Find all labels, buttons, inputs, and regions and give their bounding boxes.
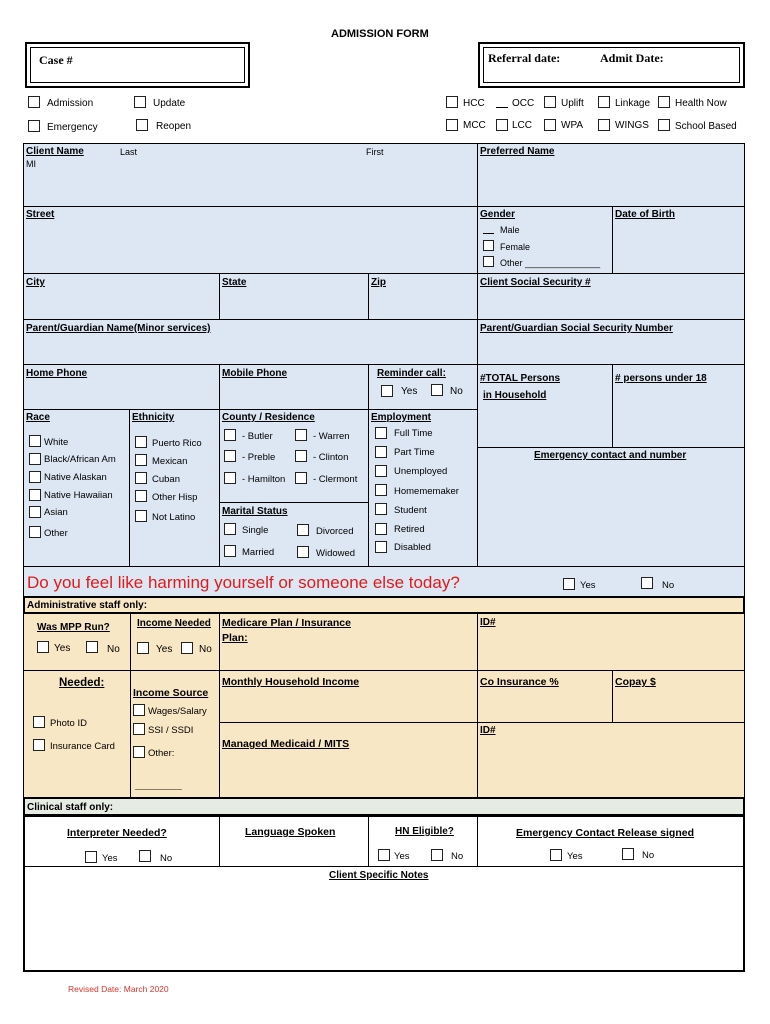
co-insurance-field[interactable] xyxy=(477,670,613,723)
hamilton-checkbox[interactable] xyxy=(224,472,236,484)
guardian-ssn-label: Parent/Guardian Social Security Number xyxy=(480,323,673,334)
school-based-checkbox[interactable] xyxy=(658,119,670,131)
medicare-id-label: ID# xyxy=(480,617,496,628)
clermont-checkbox[interactable] xyxy=(295,472,307,484)
language-field[interactable] xyxy=(219,815,369,867)
street-field[interactable] xyxy=(23,206,478,274)
part-time-label: Part Time xyxy=(394,447,435,458)
insurance-card-checkbox[interactable] xyxy=(33,739,45,751)
native-hawaiian-label: Native Hawaiian xyxy=(44,490,113,501)
mpp-field xyxy=(23,613,131,671)
emergency-contact-label: Emergency contact and number xyxy=(534,450,687,461)
ethnicity-label: Ethnicity xyxy=(132,412,175,423)
first-name-label: First xyxy=(366,147,384,157)
homemaker-checkbox[interactable] xyxy=(375,484,387,496)
mobile-phone-label: Mobile Phone xyxy=(222,368,287,379)
dob-field[interactable] xyxy=(612,206,745,274)
release-label: Emergency Contact Release signed xyxy=(516,827,694,839)
marital-label: Marital Status xyxy=(222,506,288,517)
hn-yes-label: Yes xyxy=(394,851,410,862)
harm-no-checkbox[interactable] xyxy=(641,577,653,589)
clinical-label: Clinical staff only: xyxy=(27,802,114,813)
photo-id-label: Photo ID xyxy=(50,718,87,729)
clinical-header xyxy=(23,797,745,816)
white-label: White xyxy=(44,437,69,448)
linkage-label: Linkage xyxy=(615,98,651,109)
photo-id-checkbox[interactable] xyxy=(33,716,45,728)
wings-label: WINGS xyxy=(615,120,649,131)
black-african-am-checkbox[interactable] xyxy=(29,453,41,465)
medicare-id-field[interactable] xyxy=(477,613,745,671)
white-checkbox[interactable] xyxy=(29,435,41,447)
dates-box xyxy=(478,42,745,88)
zip-field[interactable] xyxy=(368,273,478,320)
mpp-no-checkbox[interactable] xyxy=(86,641,98,653)
admin-label: Administrative staff only: xyxy=(27,600,148,611)
ssi-label: SSI / SSDI xyxy=(148,725,194,736)
disabled-checkbox[interactable] xyxy=(375,541,387,553)
needed-section xyxy=(23,670,131,798)
medicaid-id-field[interactable] xyxy=(477,722,745,798)
admin-header xyxy=(23,596,745,614)
interpreter-yes-checkbox[interactable] xyxy=(85,851,97,863)
total-persons-label-2: in Household xyxy=(483,390,547,401)
clermont-label: - Clermont xyxy=(313,474,358,485)
employment-section xyxy=(368,409,478,567)
preferred-name-label: Preferred Name xyxy=(480,146,555,157)
reopen-checkbox[interactable] xyxy=(136,119,148,131)
income-yes-checkbox[interactable] xyxy=(137,642,149,654)
state-label: State xyxy=(222,277,247,288)
other-income-label: Other: xyxy=(148,748,175,759)
medicare-label: Medicare Plan / Insurance xyxy=(222,617,351,629)
update-checkbox[interactable] xyxy=(134,96,146,108)
city-field[interactable] xyxy=(23,273,220,320)
mobile-phone-field[interactable] xyxy=(219,364,369,410)
mcc-checkbox[interactable] xyxy=(446,119,458,131)
income-source-label: Income Source xyxy=(133,687,209,699)
divorced-label: Divorced xyxy=(316,526,354,537)
county-section xyxy=(219,409,369,503)
total-persons-label: #TOTAL Persons xyxy=(480,373,561,384)
preferred-name-field[interactable] xyxy=(477,143,745,207)
student-checkbox[interactable] xyxy=(375,503,387,515)
other-hisp-label: Other Hisp xyxy=(152,492,198,503)
client-notes-label: Client Specific Notes xyxy=(329,870,429,881)
gender-field xyxy=(477,206,613,274)
full-time-label: Full Time xyxy=(394,428,433,439)
male-label: Male xyxy=(500,225,520,235)
other-income-line: ____________ xyxy=(135,783,182,790)
gender-label: Gender xyxy=(480,209,516,220)
guardian-name-label: Parent/Guardian Name(Minor services) xyxy=(26,323,211,334)
other-gender-checkbox[interactable] xyxy=(483,256,494,267)
asian-label: Asian xyxy=(44,507,68,518)
emergency-contact-field[interactable] xyxy=(477,447,745,567)
monthly-income-field[interactable] xyxy=(219,670,478,723)
client-name-field[interactable] xyxy=(23,143,478,207)
reminder-no-checkbox[interactable] xyxy=(431,384,443,396)
widowed-checkbox[interactable] xyxy=(297,546,309,558)
medicare-plan-label: Plan: xyxy=(222,632,248,644)
reminder-yes-label: Yes xyxy=(401,386,418,397)
persons-under-18-label: # persons under 18 xyxy=(615,373,707,384)
mi-label: MI xyxy=(26,159,36,169)
reminder-yes-checkbox[interactable] xyxy=(381,385,393,397)
race-label: Race xyxy=(26,412,50,423)
county-label: County / Residence xyxy=(222,412,315,423)
widowed-label: Widowed xyxy=(316,548,356,559)
income-no-checkbox[interactable] xyxy=(181,642,193,654)
health-now-checkbox[interactable] xyxy=(658,96,670,108)
not-latino-label: Not Latino xyxy=(152,512,196,523)
cuban-checkbox[interactable] xyxy=(135,472,147,484)
cuban-label: Cuban xyxy=(152,474,180,485)
other-gender-label: Other _______________ xyxy=(500,258,601,268)
lcc-checkbox[interactable] xyxy=(496,119,508,131)
city-label: City xyxy=(26,277,45,288)
hn-eligible-field xyxy=(368,815,478,867)
married-label: Married xyxy=(242,547,275,558)
native-alaskan-label: Native Alaskan xyxy=(44,472,107,483)
admit-date-label: Admit Date: xyxy=(600,51,664,65)
monthly-income-label: Monthly Household Income xyxy=(222,676,360,688)
mpp-yes-label: Yes xyxy=(54,643,71,654)
hcc-label: HCC xyxy=(463,98,485,109)
single-label: Single xyxy=(242,525,269,536)
ssi-checkbox[interactable] xyxy=(133,723,145,735)
hamilton-label: - Hamilton xyxy=(242,474,286,485)
harm-yes-label: Yes xyxy=(580,580,596,591)
student-label: Student xyxy=(394,505,427,516)
release-yes-label: Yes xyxy=(567,851,583,862)
butler-label: - Butler xyxy=(242,431,273,442)
lcc-label: LCC xyxy=(512,120,533,131)
co-insurance-label: Co Insurance % xyxy=(480,676,559,688)
street-label: Street xyxy=(26,209,55,220)
page-title: ADMISSION FORM xyxy=(331,28,429,40)
reopen-label: Reopen xyxy=(156,121,192,132)
dob-label: Date of Birth xyxy=(615,209,675,220)
state-field[interactable] xyxy=(219,273,369,320)
persons-under-18-field[interactable] xyxy=(612,364,745,448)
wings-checkbox[interactable] xyxy=(598,119,610,131)
release-no-checkbox[interactable] xyxy=(622,848,634,860)
home-phone-field[interactable] xyxy=(23,364,220,410)
other-race-checkbox[interactable] xyxy=(29,526,41,538)
butler-checkbox[interactable] xyxy=(224,429,236,441)
case-label: Case # xyxy=(39,53,73,67)
income-no-label: No xyxy=(199,644,212,655)
marital-section xyxy=(219,502,369,567)
occ-checkbox[interactable] xyxy=(496,107,508,108)
emergency-checkbox[interactable] xyxy=(28,120,40,132)
health-now-label: Health Now xyxy=(675,98,727,109)
zip-label: Zip xyxy=(371,277,386,288)
preble-label: - Preble xyxy=(242,452,276,463)
total-persons-field[interactable] xyxy=(477,364,613,448)
referral-date-label: Referral date: xyxy=(488,51,561,65)
harm-yes-checkbox[interactable] xyxy=(563,578,575,590)
harm-question-row xyxy=(23,566,745,597)
interpreter-no-checkbox[interactable] xyxy=(139,850,151,862)
wages-checkbox[interactable] xyxy=(133,704,145,716)
income-yes-label: Yes xyxy=(156,644,173,655)
other-race-label: Other xyxy=(44,528,68,539)
wpa-label: WPA xyxy=(561,120,584,131)
hn-yes-checkbox[interactable] xyxy=(378,849,390,861)
reminder-no-label: No xyxy=(450,386,463,397)
last-name-label: Last xyxy=(120,147,138,157)
warren-checkbox[interactable] xyxy=(295,429,307,441)
female-checkbox[interactable] xyxy=(483,240,494,251)
insurance-card-label: Insurance Card xyxy=(50,741,115,752)
home-phone-label: Home Phone xyxy=(26,368,88,379)
married-checkbox[interactable] xyxy=(224,545,236,557)
other-hisp-checkbox[interactable] xyxy=(135,490,147,502)
clinton-label: - Clinton xyxy=(313,452,349,463)
hn-no-checkbox[interactable] xyxy=(431,849,443,861)
income-source-section xyxy=(130,670,220,798)
income-needed-label: Income Needed xyxy=(137,618,211,629)
copay-field[interactable] xyxy=(612,670,745,723)
part-time-checkbox[interactable] xyxy=(375,446,387,458)
preble-checkbox[interactable] xyxy=(224,450,236,462)
wages-label: Wages/Salary xyxy=(148,706,207,717)
race-section xyxy=(23,409,130,567)
case-box xyxy=(25,42,250,88)
harm-no-label: No xyxy=(662,580,675,591)
other-income-checkbox[interactable] xyxy=(133,746,145,758)
native-hawaiian-checkbox[interactable] xyxy=(29,489,41,501)
homemaker-label: Homememaker xyxy=(394,486,459,497)
income-needed-field xyxy=(130,613,220,671)
admission-label: Admission xyxy=(47,98,94,109)
medicare-plan-field[interactable] xyxy=(219,613,478,671)
emergency-label: Emergency xyxy=(47,122,98,133)
hn-no-label: No xyxy=(451,851,464,862)
ethnicity-section xyxy=(129,409,220,567)
divorced-checkbox[interactable] xyxy=(297,524,309,536)
mpp-label: Was MPP Run? xyxy=(37,622,110,633)
black-african-am-label: Black/African Am xyxy=(44,454,116,465)
language-label: Language Spoken xyxy=(245,826,336,838)
disabled-label: Disabled xyxy=(394,542,431,553)
client-notes-field[interactable] xyxy=(23,866,745,972)
medicaid-id-label: ID# xyxy=(480,725,496,736)
uplift-label: Uplift xyxy=(561,98,584,109)
guardian-ssn-field[interactable] xyxy=(477,319,745,365)
puerto-rico-checkbox[interactable] xyxy=(135,436,147,448)
managed-medicaid-label: Managed Medicaid / MITS xyxy=(222,738,350,750)
admission-checkbox[interactable] xyxy=(28,96,40,108)
interpreter-no-label: No xyxy=(160,853,173,864)
revised-date: Revised Date: March 2020 xyxy=(68,984,169,994)
release-field xyxy=(477,815,745,867)
needed-label: Needed: xyxy=(59,677,105,689)
reminder-call-field xyxy=(368,364,478,410)
mexican-label: Mexican xyxy=(152,456,188,467)
mexican-checkbox[interactable] xyxy=(135,454,147,466)
not-latino-checkbox[interactable] xyxy=(135,510,147,522)
hcc-checkbox[interactable] xyxy=(446,96,458,108)
client-name-label: Client Name xyxy=(26,146,84,157)
school-based-label: School Based xyxy=(675,121,737,132)
release-no-label: No xyxy=(642,850,655,861)
clinton-checkbox[interactable] xyxy=(295,450,307,462)
mcc-label: MCC xyxy=(463,120,486,131)
full-time-checkbox[interactable] xyxy=(375,427,387,439)
female-label: Female xyxy=(500,242,531,252)
guardian-name-field[interactable] xyxy=(23,319,478,365)
interpreter-yes-label: Yes xyxy=(102,853,118,864)
unemployed-checkbox[interactable] xyxy=(375,465,387,477)
interpreter-field xyxy=(23,815,220,867)
warren-label: - Warren xyxy=(313,431,350,442)
retired-label: Retired xyxy=(394,524,425,535)
unemployed-label: Unemployed xyxy=(394,466,448,477)
copay-label: Copay $ xyxy=(615,676,656,688)
managed-medicaid-field[interactable] xyxy=(219,722,478,798)
single-checkbox[interactable] xyxy=(224,523,236,535)
ssn-label: Client Social Security # xyxy=(480,277,591,288)
harm-question: Do you feel like harming yourself or someone else today? xyxy=(27,573,460,592)
occ-label: OCC xyxy=(512,98,535,109)
uplift-checkbox[interactable] xyxy=(544,96,556,108)
native-alaskan-checkbox[interactable] xyxy=(29,471,41,483)
puerto-rico-label: Puerto Rico xyxy=(152,438,202,449)
mpp-no-label: No xyxy=(107,644,120,655)
ssn-field[interactable] xyxy=(477,273,745,320)
male-checkbox[interactable] xyxy=(483,233,494,234)
hn-eligible-label: HN Eligible? xyxy=(395,826,454,837)
update-label: Update xyxy=(153,98,186,109)
interpreter-label: Interpreter Needed? xyxy=(67,827,167,839)
mpp-yes-checkbox[interactable] xyxy=(37,641,49,653)
release-yes-checkbox[interactable] xyxy=(550,849,562,861)
asian-checkbox[interactable] xyxy=(29,506,41,518)
wpa-checkbox[interactable] xyxy=(544,119,556,131)
linkage-checkbox[interactable] xyxy=(598,96,610,108)
employment-label: Employment xyxy=(371,412,432,423)
reminder-call-label: Reminder call: xyxy=(377,368,446,379)
retired-checkbox[interactable] xyxy=(375,523,387,535)
